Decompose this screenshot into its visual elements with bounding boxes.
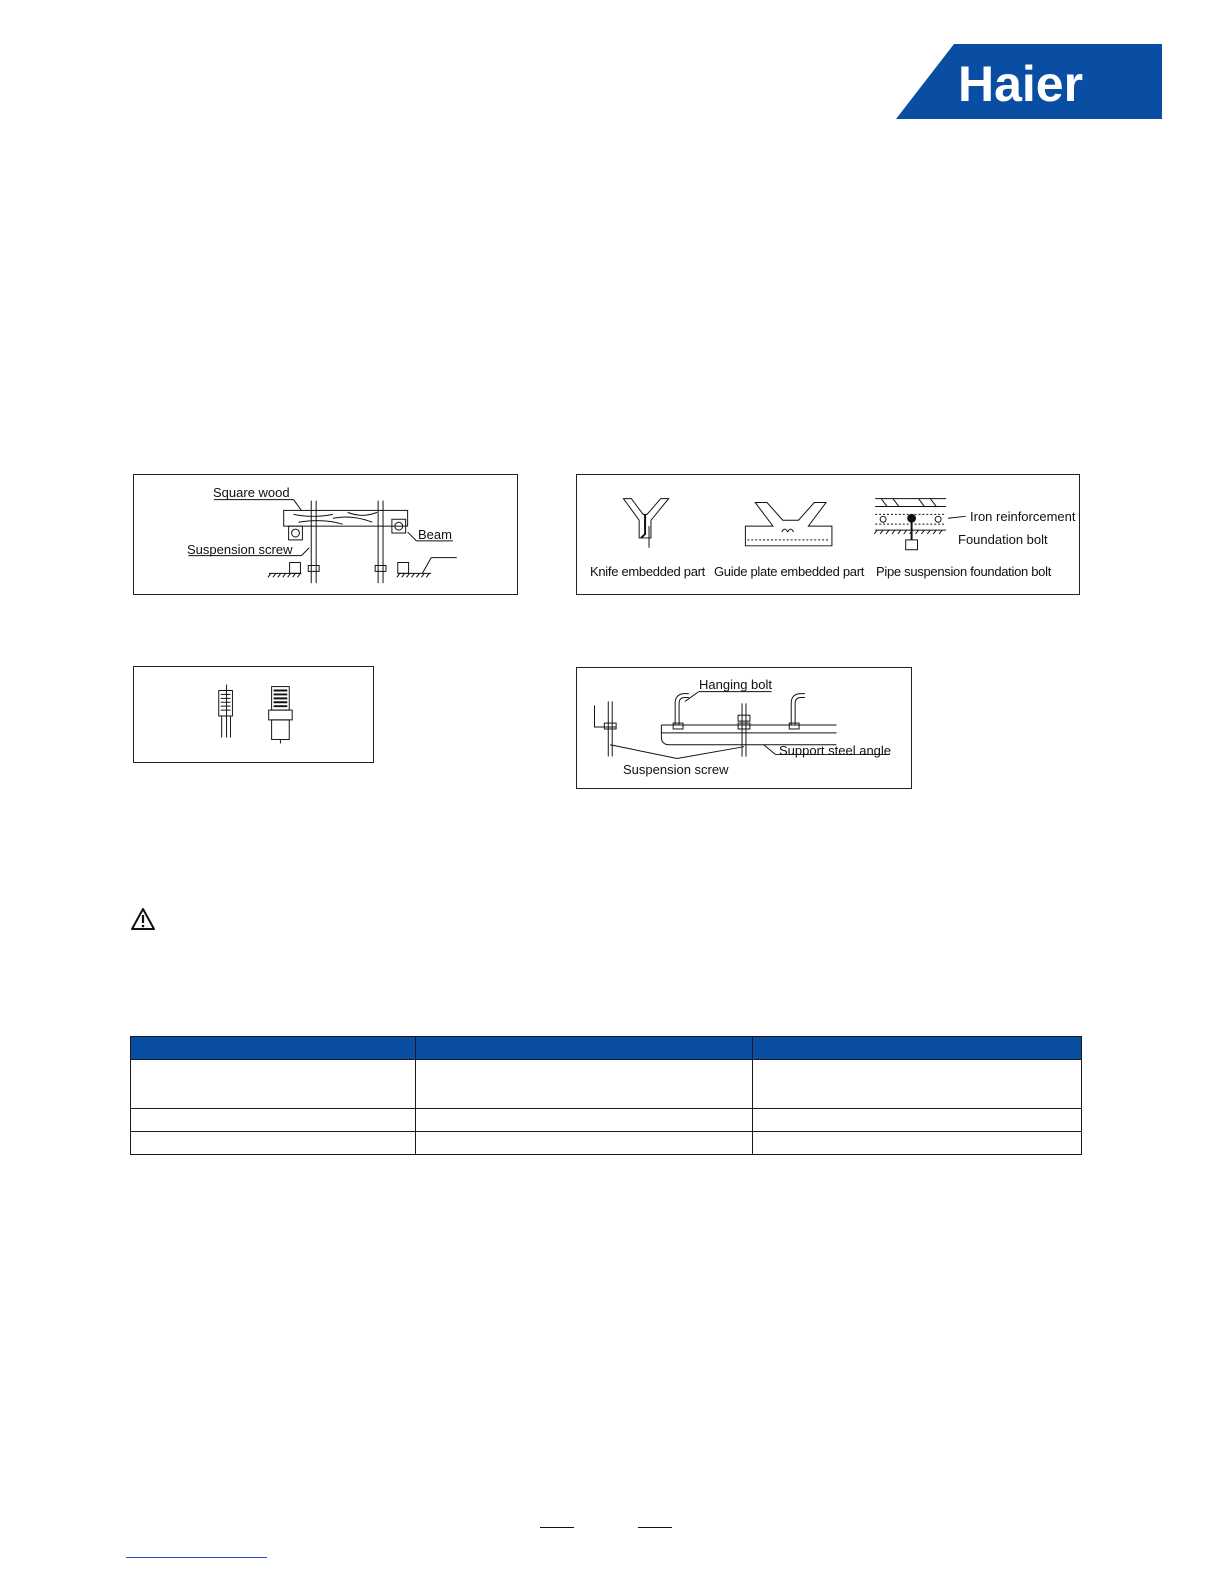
label-beam: Beam: [418, 527, 452, 542]
table-cell: [131, 1109, 416, 1132]
label-suspension-screw-2: Suspension screw: [623, 762, 729, 777]
label-square-wood: Square wood: [213, 485, 290, 500]
table-row: [131, 1060, 1082, 1109]
table-cell: [752, 1060, 1081, 1109]
table-row: [131, 1109, 1082, 1132]
footer-link-underline[interactable]: [126, 1557, 267, 1558]
table-row: [131, 1132, 1082, 1155]
anchors-drawing: [134, 667, 373, 762]
table-cell: [131, 1060, 416, 1109]
label-iron-reinforcement: Iron reinforcement: [970, 509, 1076, 524]
svg-text:Haier: Haier: [958, 56, 1084, 112]
spec-table: [130, 1036, 1082, 1155]
label-suspension-screw: Suspension screw: [187, 542, 293, 557]
figure-anchors: [133, 666, 374, 763]
figure-steel-angle: [576, 667, 912, 789]
table-header-cell: [416, 1037, 752, 1060]
figure-embedded-parts: [576, 474, 1080, 595]
warning-triangle-icon: [130, 907, 156, 931]
haier-logo: [896, 44, 1162, 119]
label-support-steel-angle: Support steel angle: [779, 743, 892, 758]
table-cell: [416, 1060, 752, 1109]
table-cell: [131, 1132, 416, 1155]
footer-page-rule-right: [638, 1527, 672, 1528]
wood-beam-drawing: [134, 475, 517, 594]
figure-wood-beam: [133, 474, 518, 595]
label-knife-embedded-part: Knife embedded part: [590, 564, 705, 579]
table-cell: [752, 1132, 1081, 1155]
footer-page-rule-left: [540, 1527, 574, 1528]
label-guide-plate-embedded-part: Guide plate embedded part: [714, 564, 865, 579]
table-cell: [752, 1109, 1081, 1132]
table-header-cell: [752, 1037, 1081, 1060]
table-header-cell: [131, 1037, 416, 1060]
label-pipe-suspension-foundation-bolt: Pipe suspension foundation bolt: [876, 564, 1052, 579]
label-hanging-bolt: Hanging bolt: [699, 677, 772, 692]
table-header-row: [131, 1037, 1082, 1060]
label-foundation-bolt: Foundation bolt: [958, 532, 1048, 547]
table-cell: [416, 1132, 752, 1155]
table-cell: [416, 1109, 752, 1132]
